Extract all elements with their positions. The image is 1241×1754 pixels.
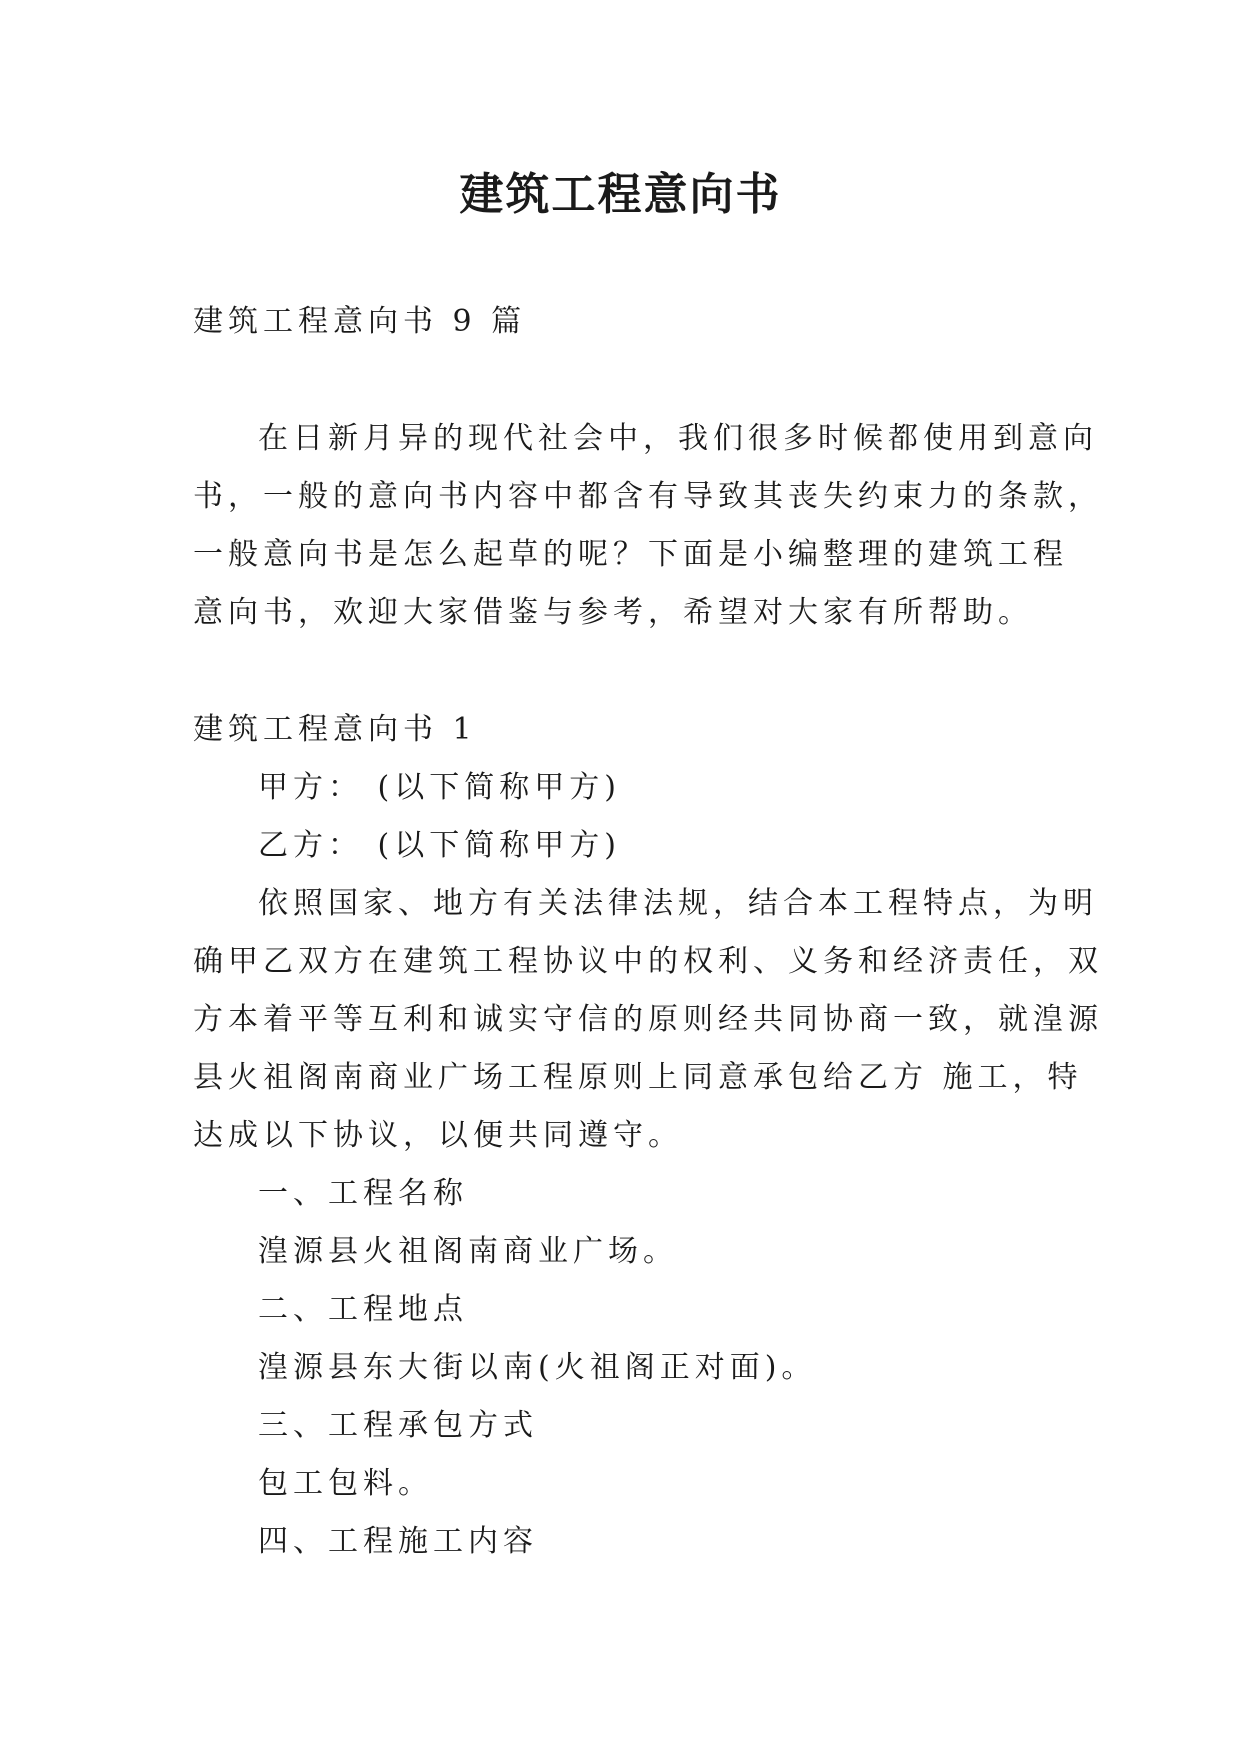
basis-line: 达成以下协议，以便共同遵守。 — [193, 1118, 683, 1153]
clause-heading: 三、工程承包方式 — [258, 1408, 538, 1443]
party-a: 甲方： (以下简称甲方) — [258, 770, 621, 805]
intro-line: 书，一般的意向书内容中都含有导致其丧失约束力的条款， — [193, 479, 1103, 514]
clause-heading: 二、工程地点 — [258, 1292, 468, 1327]
party-b: 乙方： (以下简称甲方) — [258, 828, 621, 863]
basis-line: 依照国家、地方有关法律法规，结合本工程特点，为明 — [258, 886, 1098, 921]
clause-heading: 一、工程名称 — [258, 1176, 468, 1211]
clause-text: 湟源县东大街以南(火祖阁正对面)。 — [258, 1350, 817, 1385]
clause-text: 包工包料。 — [258, 1466, 433, 1501]
document-title: 建筑工程意向书 — [459, 169, 782, 220]
section-heading: 建筑工程意向书 1 — [193, 712, 477, 747]
basis-line: 方本着平等互利和诚实守信的原则经共同协商一致，就湟源 — [193, 1002, 1103, 1037]
intro-line: 意向书，欢迎大家借鉴与参考，希望对大家有所帮助。 — [193, 595, 1033, 630]
document-subtitle: 建筑工程意向书 9 篇 — [193, 304, 527, 339]
clause-heading: 四、工程施工内容 — [258, 1524, 538, 1559]
intro-line: 在日新月异的现代社会中，我们很多时候都使用到意向 — [258, 421, 1098, 456]
intro-line: 一般意向书是怎么起草的呢？下面是小编整理的建筑工程 — [193, 537, 1068, 572]
basis-line: 县火祖阁南商业广场工程原则上同意承包给乙方 施工，特 — [193, 1060, 1083, 1095]
clause-text: 湟源县火祖阁南商业广场。 — [258, 1234, 678, 1269]
basis-line: 确甲乙双方在建筑工程协议中的权利、义务和经济责任，双 — [193, 944, 1103, 979]
